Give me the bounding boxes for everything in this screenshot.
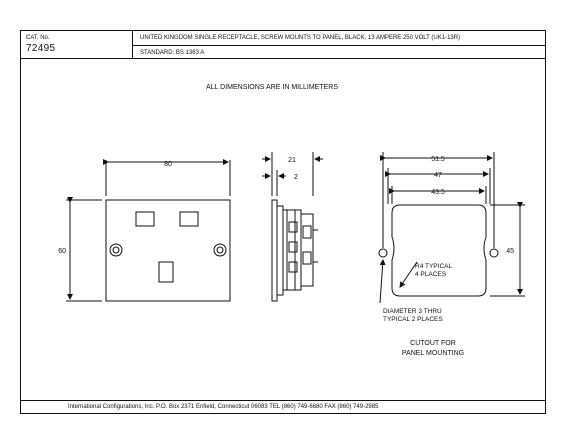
- standard-label: STANDARD: BS 1363 A: [140, 50, 205, 56]
- dimensions-note: ALL DIMENSIONS ARE IN MILLIMETERS: [206, 84, 338, 91]
- socket-slot-left: [136, 212, 154, 226]
- radius-note-2: 4 PLACES: [415, 271, 447, 278]
- cat-no-label: CAT. No.: [26, 35, 50, 41]
- front-width-dim: 80: [164, 161, 172, 168]
- cutout-outline: [392, 205, 486, 296]
- cutout-hole-right: [490, 249, 498, 257]
- cutout-view: [379, 152, 525, 303]
- company-footer: International Configurations, Inc. P.O. Box 2371 Enfield, Connecticut 06083 TEL (860) 749-6680 FAX (860) 749-2985: [68, 404, 379, 410]
- mounting-screw-right: [214, 244, 226, 256]
- cutout-inner-width: 43.5: [431, 189, 445, 196]
- cat-number: 72495: [26, 43, 56, 54]
- side-plate-dim: 2: [294, 174, 298, 181]
- cutout-height-dim: 45: [506, 248, 514, 255]
- socket-slot-earth: [159, 262, 173, 282]
- side-plate: [272, 200, 277, 301]
- mounting-screw-left: [110, 244, 122, 256]
- radius-note-1: R4 TYPICAL: [415, 263, 453, 270]
- cutout-hole-left: [379, 249, 387, 257]
- product-title: UNITED KINGDOM SINGLE RECEPTACLE, SCREW MOUNTS TO PANEL, BLACK, 13 AMPERE 250 VOLT (UK1-13R): [140, 35, 461, 41]
- cutout-caption-2: PANEL MOUNTING: [401, 350, 465, 357]
- cutout-outer-width: 51.5: [431, 156, 445, 163]
- cutout-caption-1: CUTOUT FOR: [410, 340, 456, 347]
- faceplate-outline: [106, 200, 230, 301]
- hole-note-1: DIAMETER 3 THRU: [383, 308, 442, 315]
- hole-note-2: TYPICAL 2 PLACES: [383, 316, 443, 323]
- front-height-dim: 60: [58, 248, 66, 255]
- cutout-mid-width: 47: [434, 172, 442, 179]
- front-view: [66, 160, 230, 301]
- side-depth-dim: 21: [288, 157, 296, 164]
- socket-slot-right: [180, 212, 198, 226]
- side-view: [262, 152, 323, 301]
